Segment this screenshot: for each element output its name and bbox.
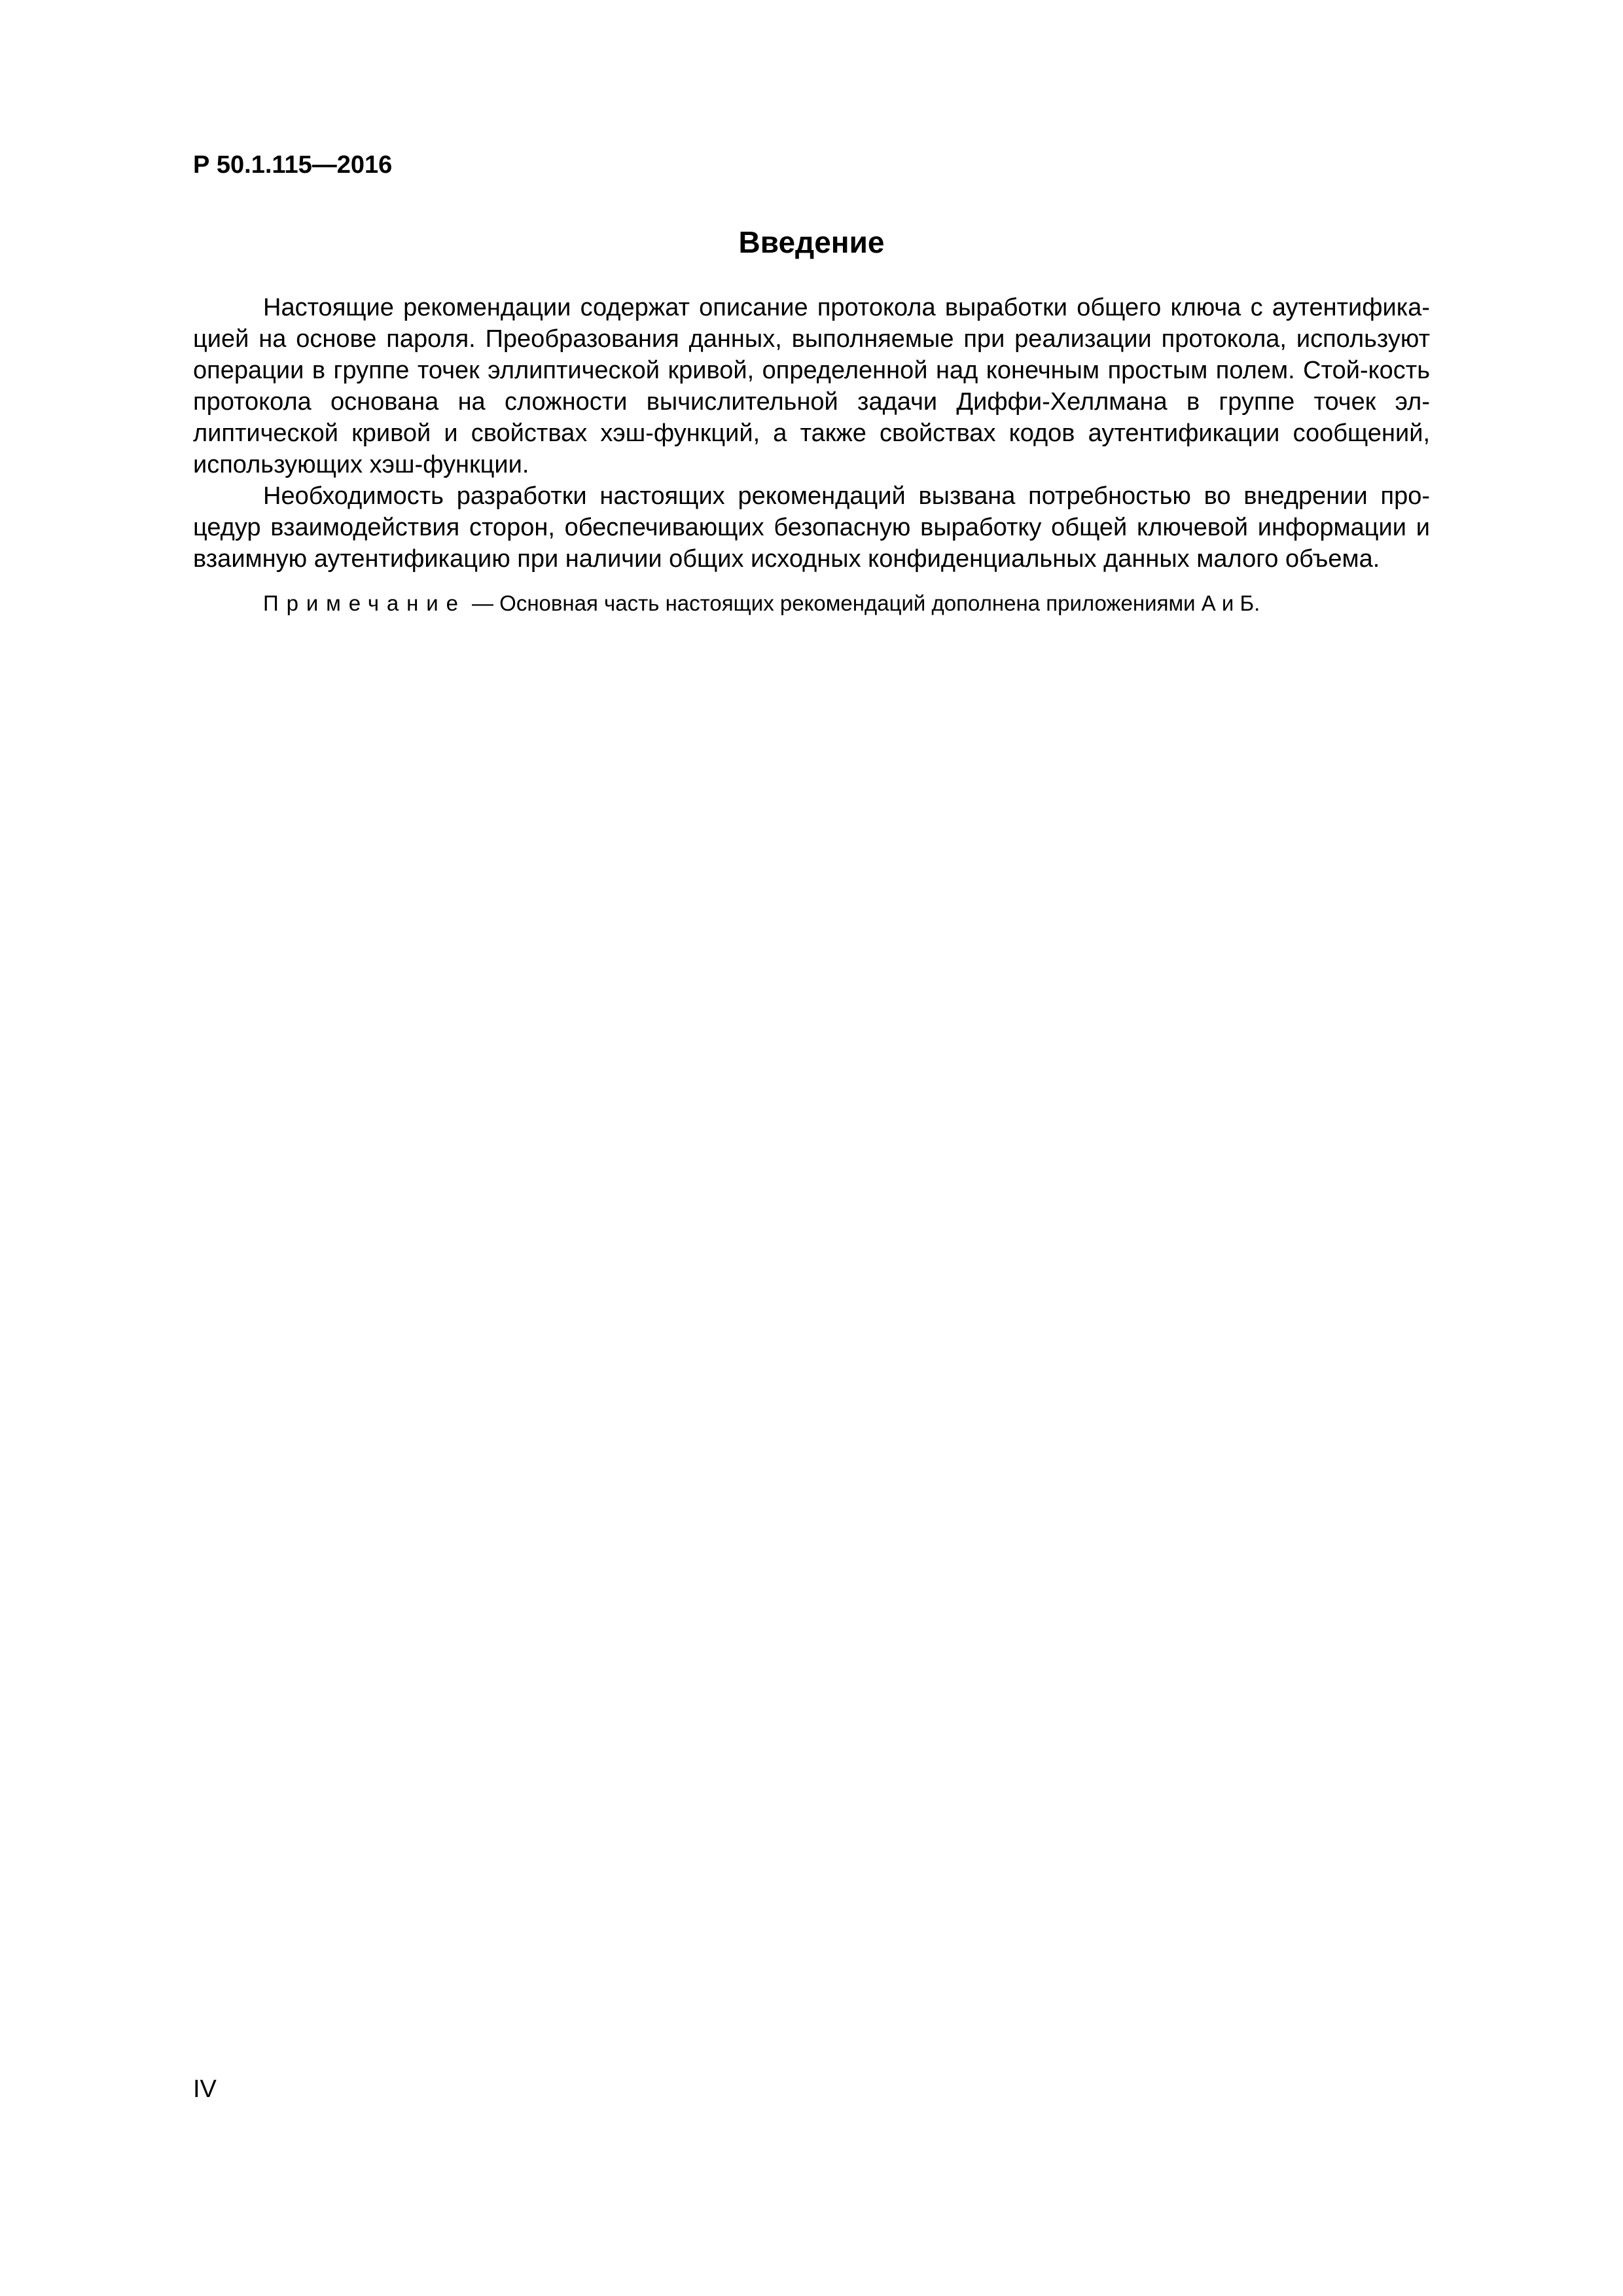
section-title: Введение: [738, 225, 885, 259]
note-text: — Основная часть настоящих рекомендаций дополнена приложениями А и Б.: [465, 591, 1260, 615]
note-label: Примечание: [263, 591, 466, 615]
paragraph: Необходимость разработки настоящих рекомендаций вызвана потребностью во внедрении про-цедур взаимодействия сторон, обеспечивающих безопасную выработку общей ключевой информации и взаимную аутентификацию при наличии общих исходных конфиденциальных данных малого объема.: [193, 482, 1430, 573]
introduction-body: [193, 292, 1430, 618]
document-code: Р 50.1.115—2016: [193, 151, 393, 179]
note: [193, 589, 1430, 618]
page-number: IV: [193, 2075, 217, 2103]
paragraph: Настоящие рекомендации содержат описание протокола выработки общего ключа с аутентифика-цией на основе пароля. Преобразования данных, выполняемые при реализации протокола, используют операции в группе точек эллиптической кривой, определенной над конечным простым полем. Стой-кость протокола основана на сложности вычислительной задачи Диффи-Хеллмана в группе точек эл-липтической кривой и свойствах хэш-функций, а также свойствах кодов аутентификации сообщений, использующих хэш-функции.: [193, 294, 1430, 478]
